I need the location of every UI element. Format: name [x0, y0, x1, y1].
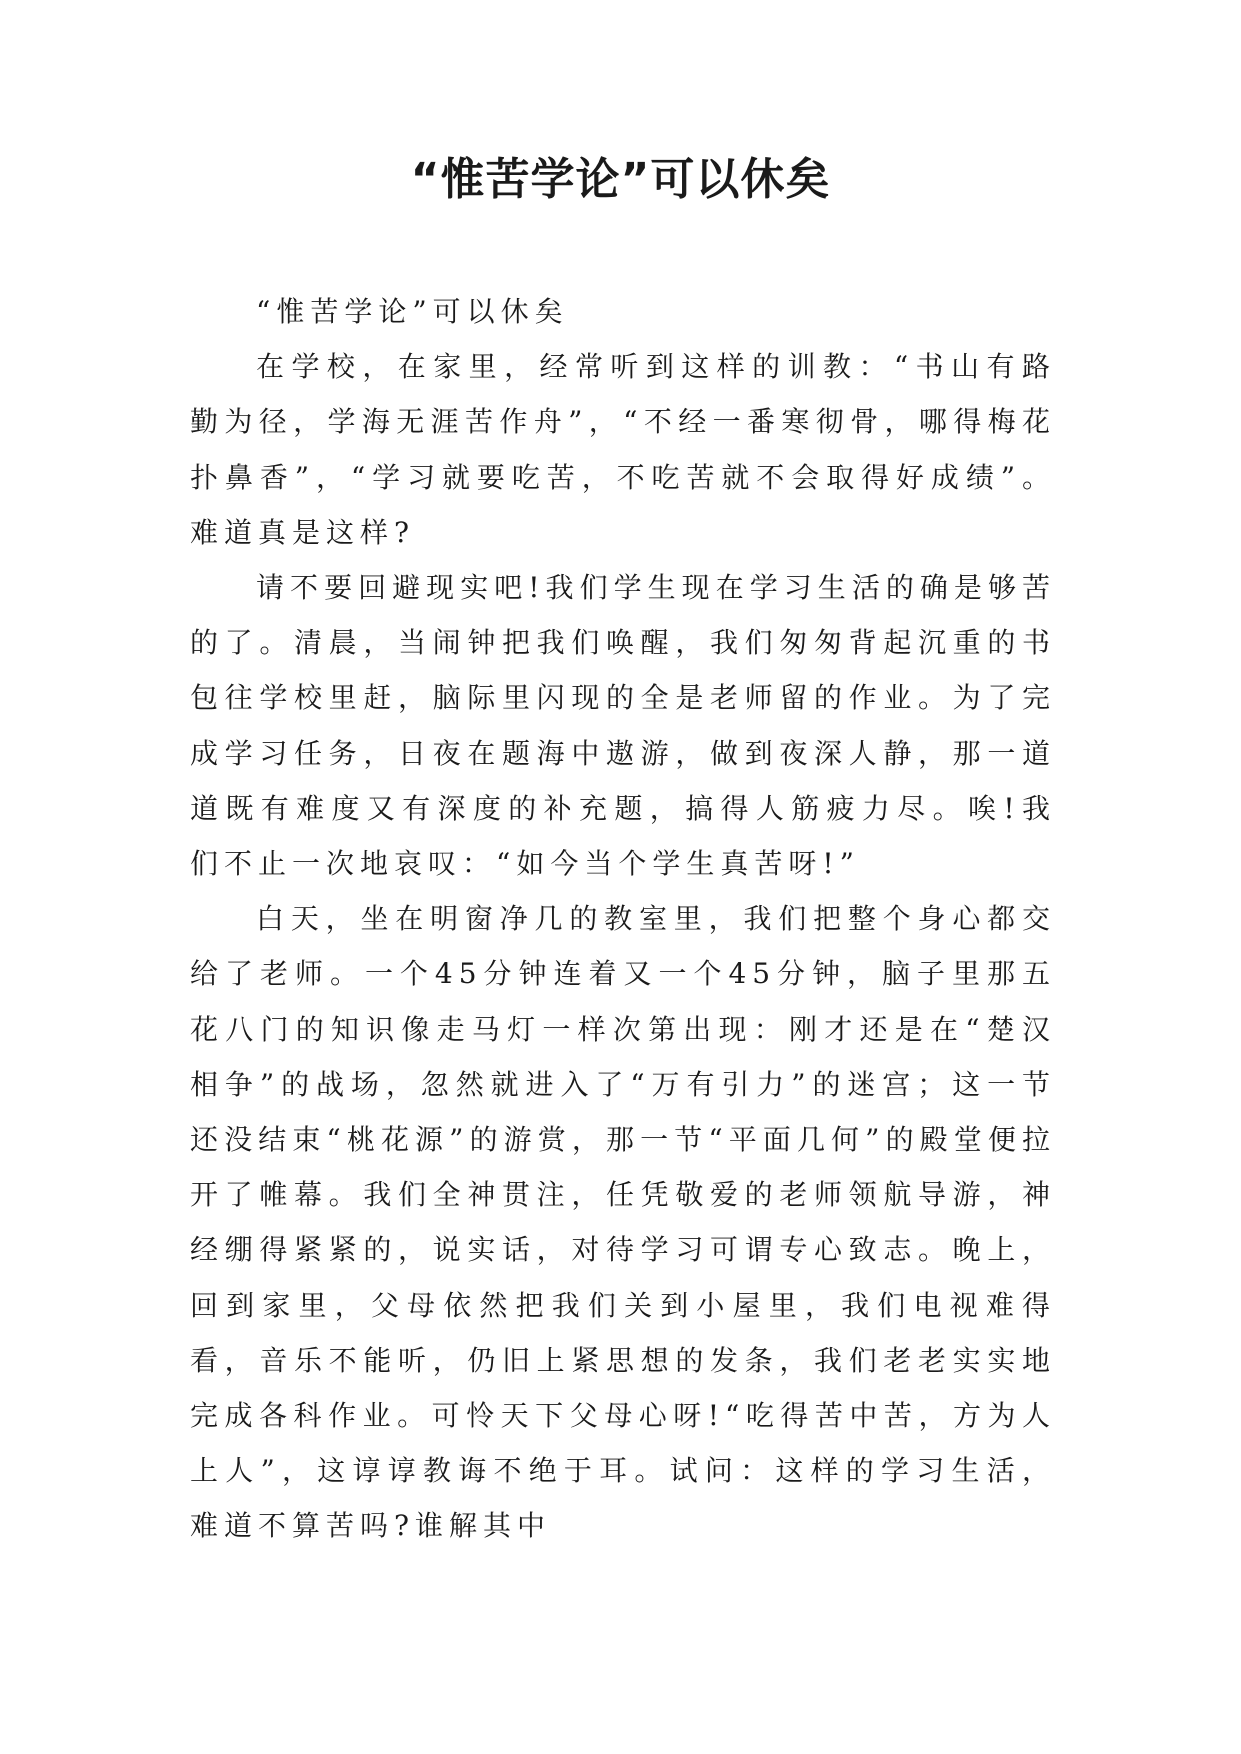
paragraph: 在学校，在家里，经常听到这样的训教：“书山有路勤为径，学海无涯苦作舟”，“不经一番寒彻骨，哪得梅花扑鼻香”，“学习就要吃苦，不吃苦就不会取得好成绩”。难道真是这样?	[190, 350, 1056, 549]
paragraph: 请不要回避现实吧!我们学生现在学习生活的确是够苦的了。清晨，当闹钟把我们唤醒，我们匆匆背起沉重的书包往学校里赶，脑际里闪现的全是老师留的作业。为了完成学习任务，日夜在题海中遨游，做到夜深人静，那一道道既有难度又有深度的补充题，搞得人筋疲力尽。唉!我们不止一次地哀叹：“如今当个学生真苦呀!”	[190, 571, 1056, 881]
document-body	[190, 284, 1056, 1554]
paragraph: 白天，坐在明窗净几的教室里，我们把整个身心都交给了老师。一个45分钟连着又一个45分钟，脑子里那五花八门的知识像走马灯一样次第出现：刚才还是在“楚汉相争”的战场，忽然就进入了“万有引力”的迷宫；这一节还没结束“桃花源”的游赏，那一节“平面几何”的殿堂便拉开了帷幕。我们全神贯注，任凭敬爱的老师领航导游，神经绷得紧紧的，说实话，对待学习可谓专心致志。晚上，回到家里，父母依然把我们关到小屋里，我们电视难得看，音乐不能听，仍旧上紧思想的发条，我们老老实实地完成各科作业。可怜天下父母心呀!“吃得苦中苦，方为人上人”，这谆谆教诲不绝于耳。试问：这样的学习生活，难道不算苦吗?谁解其中	[190, 902, 1056, 1543]
paragraph-subtitle: “惟苦学论”可以休矣	[256, 295, 569, 328]
page-title: “惟苦学论”可以休矣	[410, 154, 831, 205]
